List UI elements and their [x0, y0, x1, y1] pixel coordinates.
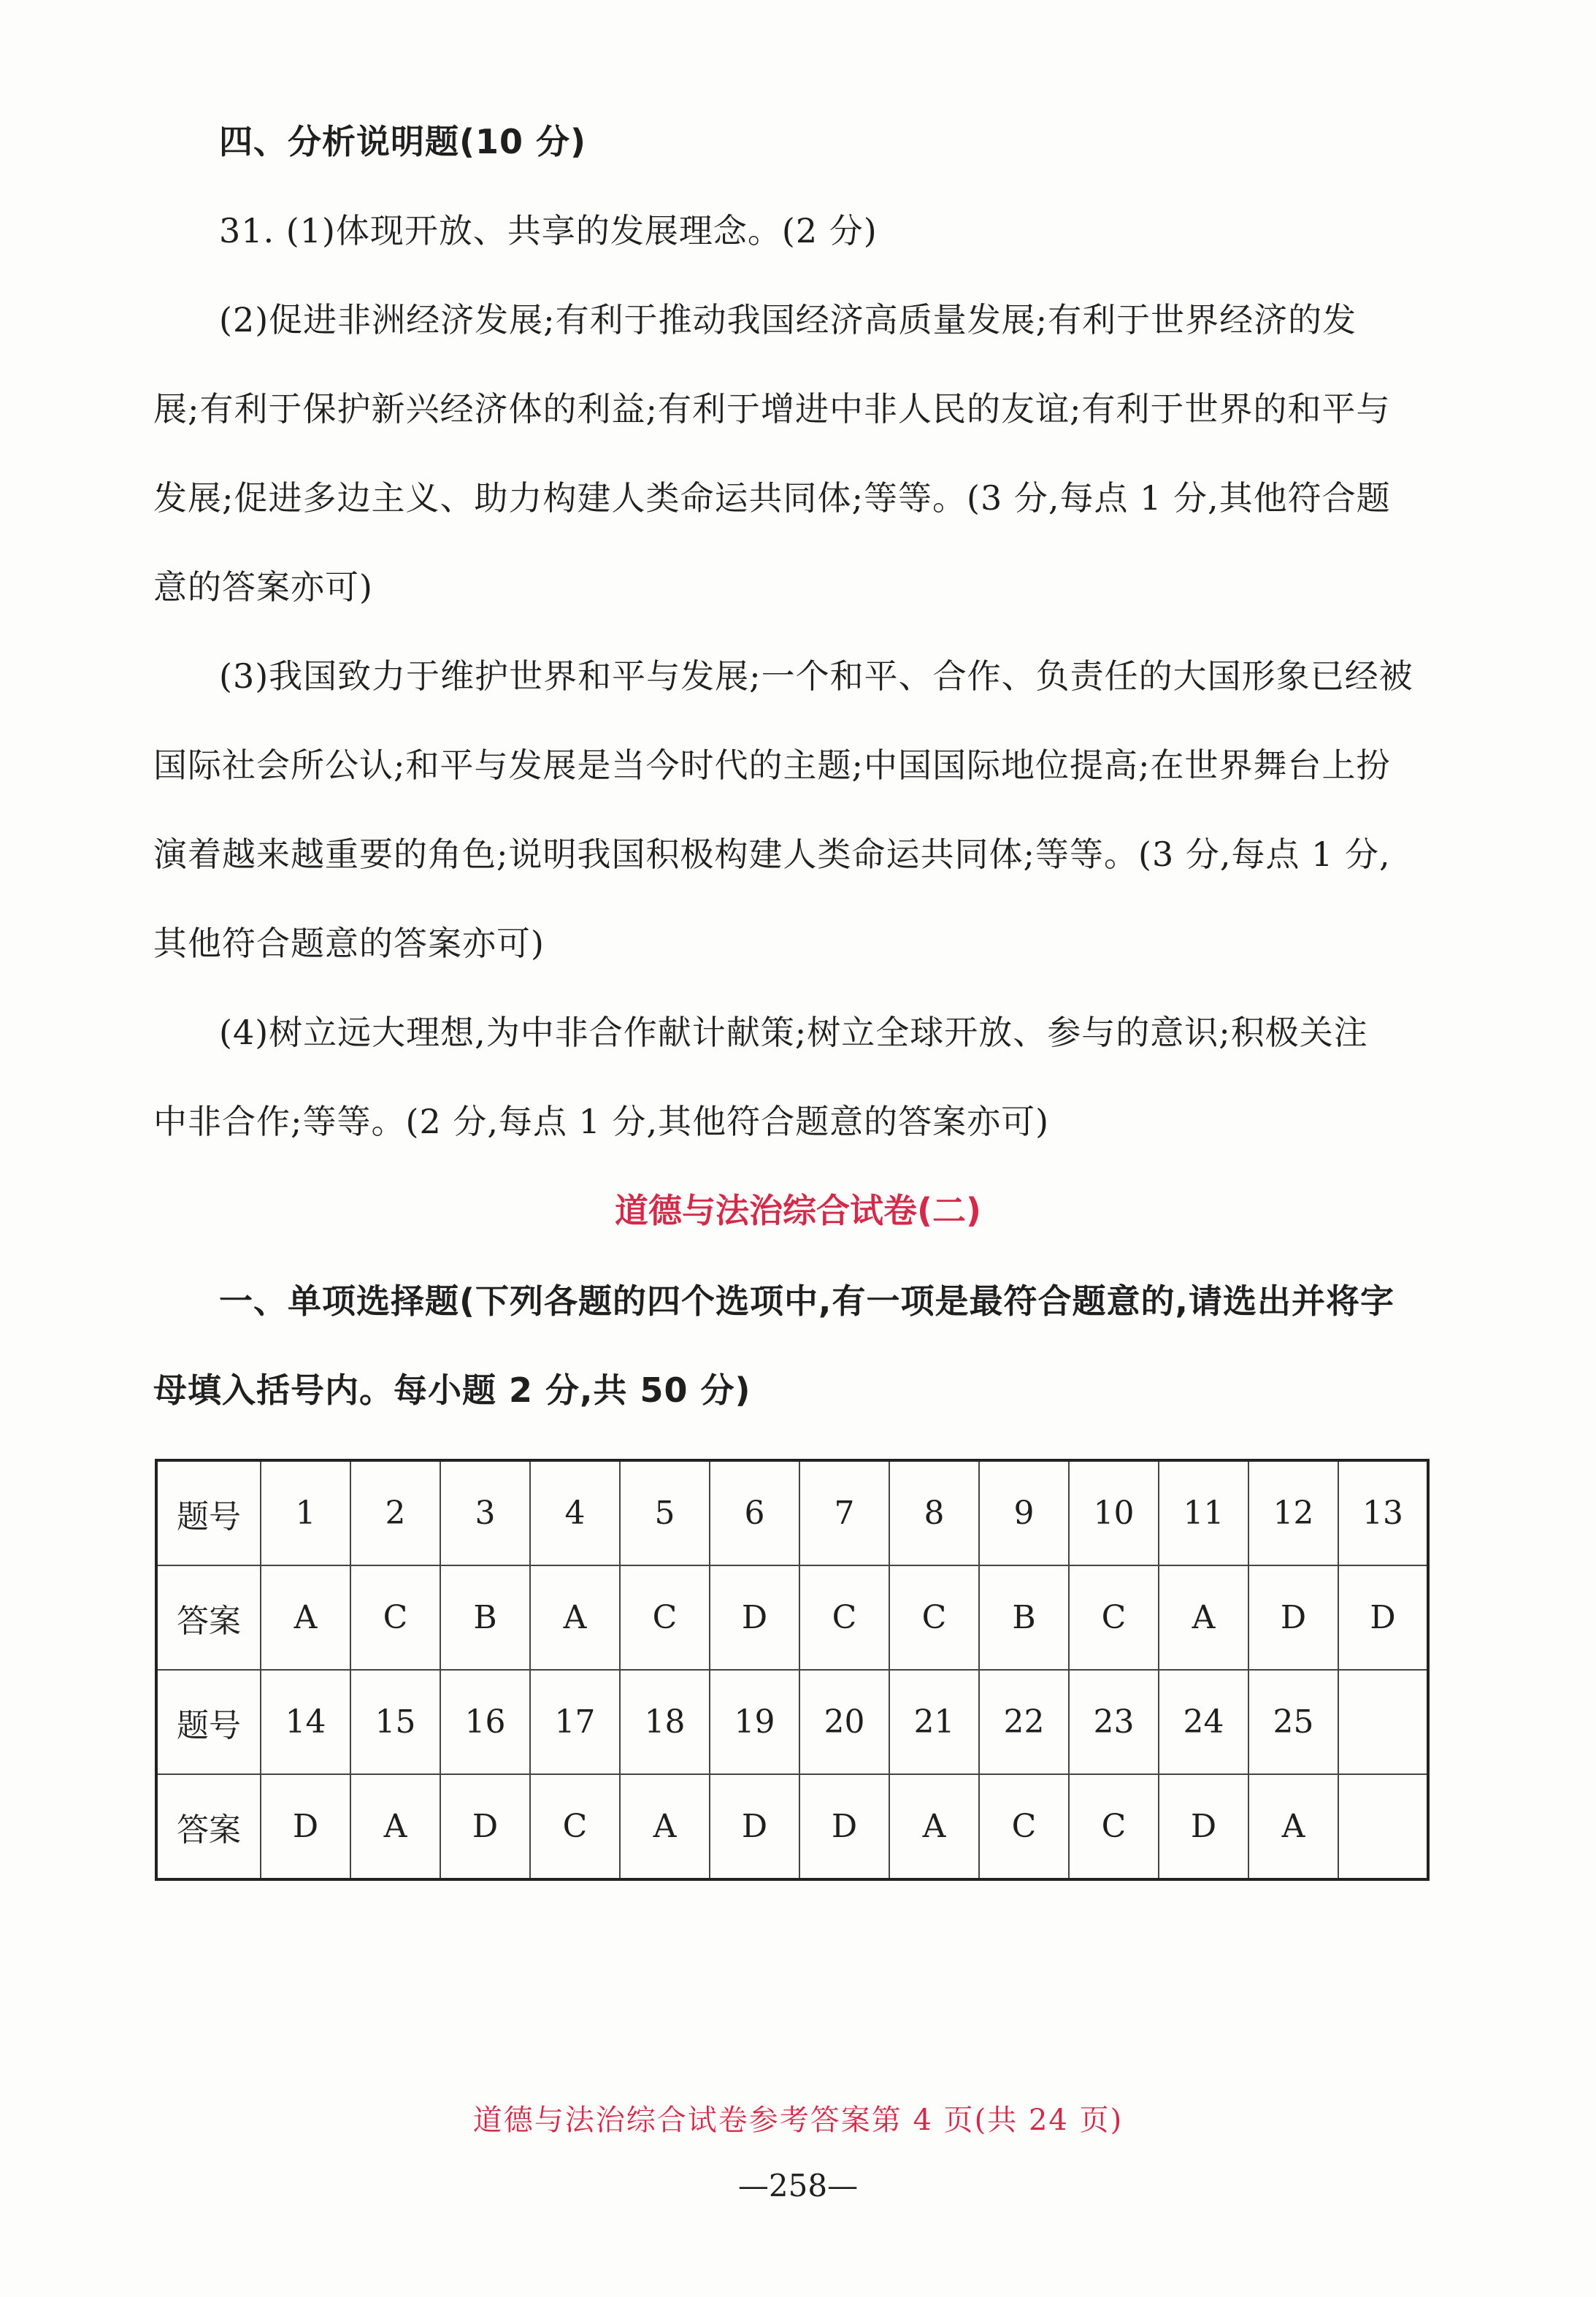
table-row	[156, 1565, 1428, 1670]
table-cell: 20	[799, 1670, 889, 1774]
table-cell: 19	[710, 1670, 799, 1774]
section-four-heading: 四、分析说明题(10 分)	[219, 122, 587, 161]
table-cell: D	[1248, 1565, 1338, 1670]
table-cell: C	[530, 1774, 620, 1879]
table-cell: 12	[1248, 1460, 1338, 1565]
table-row	[156, 1774, 1428, 1879]
table-cell: D	[799, 1774, 889, 1879]
q31-part3-line4: 其他符合题意的答案亦可)	[153, 924, 545, 963]
table-cell-empty	[1338, 1774, 1428, 1879]
q31-part3-line3: 演着越来越重要的角色;说明我国积极构建人类命运共同体;等等。(3 分,每点 1 分,	[153, 835, 1391, 874]
table-cell: C	[799, 1565, 889, 1670]
table-cell: 22	[979, 1670, 1069, 1774]
section-one-heading-line1: 一、单项选择题(下列各题的四个选项中,有一项是最符合题意的,请选出并将字	[219, 1281, 1394, 1321]
table-cell: D	[440, 1774, 530, 1879]
table-cell: 8	[889, 1460, 979, 1565]
table-cell: 4	[530, 1460, 620, 1565]
paper-two-title: 道德与法治综合试卷(二)	[614, 1191, 982, 1230]
table-cell: 9	[979, 1460, 1069, 1565]
table-cell: 23	[1069, 1670, 1159, 1774]
table-cell: 6	[710, 1460, 799, 1565]
table-cell: 18	[620, 1670, 710, 1774]
table-cell: C	[889, 1565, 979, 1670]
section-one-heading-line2: 母填入括号内。每小题 2 分,共 50 分)	[153, 1370, 751, 1410]
table-cell: C	[979, 1774, 1069, 1879]
row-label-number: 题号	[156, 1460, 261, 1565]
q31-part2-line1: (2)促进非洲经济发展;有利于推动我国经济高质量发展;有利于世界经济的发	[219, 300, 1357, 340]
table-cell: 5	[620, 1460, 710, 1565]
table-cell: 1	[261, 1460, 350, 1565]
q31-part3-line2: 国际社会所公认;和平与发展是当今时代的主题;中国国际地位提高;在世界舞台上扮	[153, 745, 1391, 785]
q31-part2-line2: 展;有利于保护新兴经济体的利益;有利于增进中非人民的友谊;有利于世界的和平与	[153, 389, 1391, 429]
table-cell: A	[261, 1565, 350, 1670]
q31-part2-line3: 发展;促进多边主义、助力构建人类命运共同体;等等。(3 分,每点 1 分,其他符合题	[153, 478, 1391, 518]
table-cell: D	[710, 1565, 799, 1670]
table-cell: C	[620, 1565, 710, 1670]
table-cell: 21	[889, 1670, 979, 1774]
page-footer: 道德与法治综合试卷参考答案第 4 页(共 24 页)	[472, 2104, 1124, 2137]
table-cell: 25	[1248, 1670, 1338, 1774]
table-cell-empty	[1338, 1670, 1428, 1774]
q31-part3-line1: (3)我国致力于维护世界和平与发展;一个和平、合作、负责任的大国形象已经被	[219, 656, 1413, 696]
answer-table	[155, 1459, 1430, 1881]
table-cell: 17	[530, 1670, 620, 1774]
table-cell: D	[1159, 1774, 1248, 1879]
row-label-answer: 答案	[156, 1565, 261, 1670]
table-cell: C	[1069, 1565, 1159, 1670]
table-row	[156, 1670, 1428, 1774]
table-cell: C	[1069, 1774, 1159, 1879]
page-number: —258—	[737, 2168, 859, 2204]
table-cell: D	[1338, 1565, 1428, 1670]
row-label-number: 题号	[156, 1670, 261, 1774]
table-cell: B	[440, 1565, 530, 1670]
table-cell: 3	[440, 1460, 530, 1565]
table-cell: 10	[1069, 1460, 1159, 1565]
table-cell: A	[620, 1774, 710, 1879]
table-cell: D	[710, 1774, 799, 1879]
table-cell: 2	[350, 1460, 440, 1565]
q31-part1: 31. (1)体现开放、共享的发展理念。(2 分)	[219, 211, 878, 250]
q31-part4-line1: (4)树立远大理想,为中非合作献计献策;树立全球开放、参与的意识;积极关注	[219, 1013, 1368, 1052]
row-label-answer: 答案	[156, 1774, 261, 1879]
table-cell: A	[1159, 1565, 1248, 1670]
table-cell: 15	[350, 1670, 440, 1774]
q31-part4-line2: 中非合作;等等。(2 分,每点 1 分,其他符合题意的答案亦可)	[153, 1102, 1050, 1141]
table-cell: A	[350, 1774, 440, 1879]
table-cell: 11	[1159, 1460, 1248, 1565]
q31-part2-line4: 意的答案亦可)	[153, 567, 373, 607]
table-cell: D	[261, 1774, 350, 1879]
table-cell: A	[530, 1565, 620, 1670]
table-cell: 14	[261, 1670, 350, 1774]
table-cell: 24	[1159, 1670, 1248, 1774]
table-cell: 7	[799, 1460, 889, 1565]
table-cell: A	[1248, 1774, 1338, 1879]
table-cell: C	[350, 1565, 440, 1670]
table-cell: B	[979, 1565, 1069, 1670]
table-row	[156, 1460, 1428, 1565]
table-cell: A	[889, 1774, 979, 1879]
table-cell: 13	[1338, 1460, 1428, 1565]
table-cell: 16	[440, 1670, 530, 1774]
